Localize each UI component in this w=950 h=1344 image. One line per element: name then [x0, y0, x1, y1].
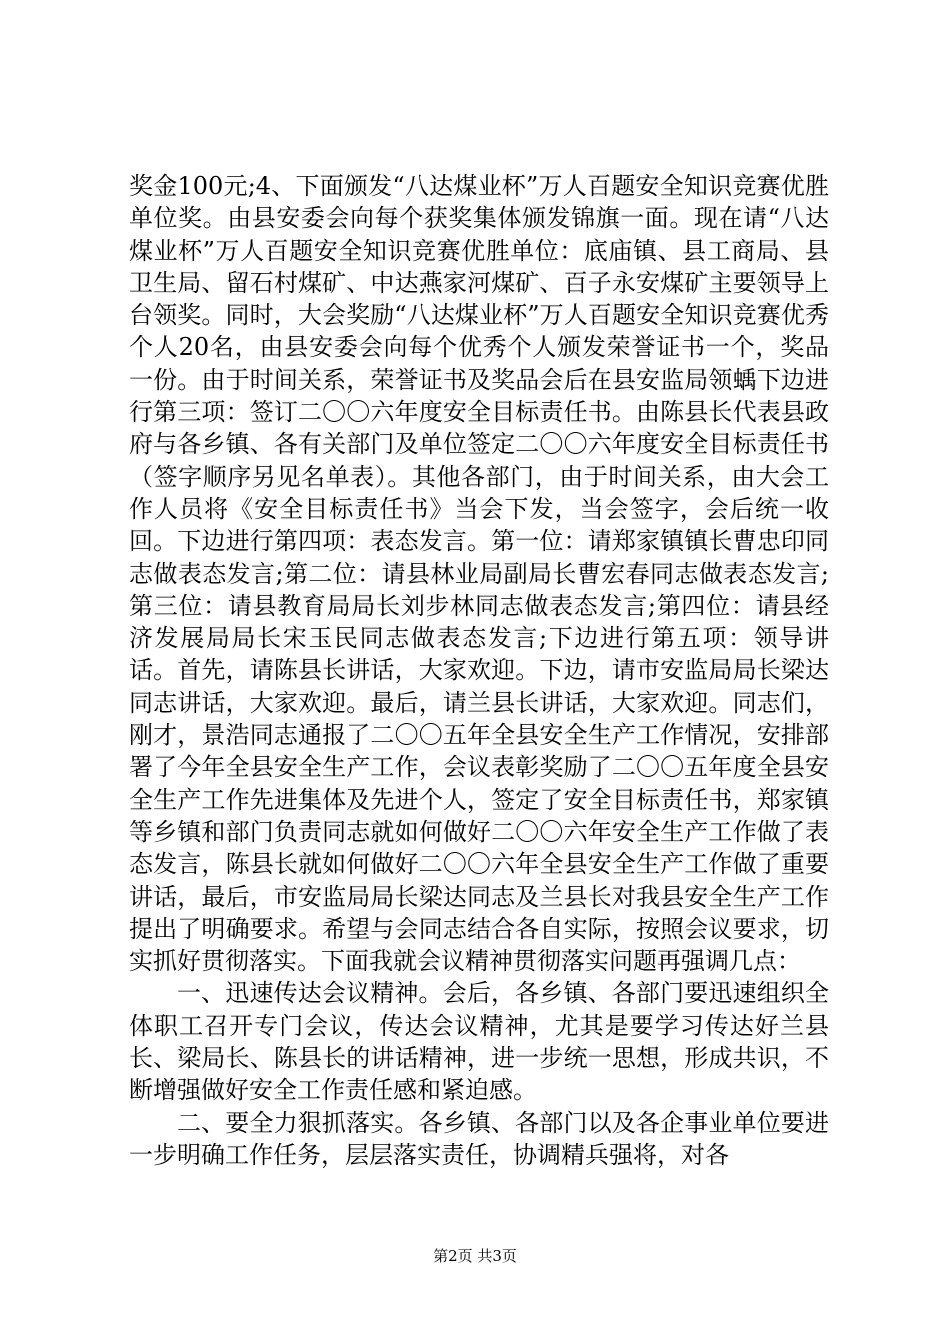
page-number-label: 第2页 共3页 — [433, 1247, 517, 1265]
page-footer — [0, 1246, 950, 1266]
paragraph-continued: 奖金100元;4、下面颁发“八达煤业杯”万人百题安全知识竞赛优胜单位奖。由县安委会向每个获奖集体颁发锦旗一面。现在请“八达煤业杯”万人百题安全知识竞赛优胜单位：底庙镇、县工商局、县卫生局、留石村煤矿、中达燕家河煤矿、百子永安煤矿主要领导上台领奖。同时，大会奖励“八达煤业杯”万人百题安全知识竞赛优秀个人20名，由县安委会向每个优秀个人颁发荣誉证书一个，奖品一份。由于时间关系，荣誉证书及奖品会后在县安监局领蝺下边进行第三项：签订二〇〇六年度安全目标责任书。由陈县长代表县政府与各乡镇、各有关部门及单位签定二〇〇六年度安全目标责任书（签字顺序另见名单表）。其他各部门，由于时间关系，由大会工作人员将《安全目标责任书》当会下发，当会签字，会后统一收回。下边进行第四项：表态发言。第一位：请郑家镇镇长曹忠印同志做表态发言;第二位：请县林业局副局长曹宏春同志做表态发言;第三位：请县教育局局长刘步林同志做表态发言;第四位：请县经济发展局局长宋玉民同志做表态发言;下边进行第五项：领导讲话。首先，请陈县长讲话，大家欢迎。下边，请市安监局局长梁达同志讲话，大家欢迎。最后，请兰县长讲话，大家欢迎。同志们，刚才，景浩同志通报了二〇〇五年全县安全生产工作情况，安排部署了今年全县安全生产工作，会议表彰奖励了二〇〇五年度全县安全生产工作先进集体及先进个人，签定了安全目标责任书，郑家镇等乡镇和部门负责同志就如何做好二〇〇六年安全生产工作做了表态发言，陈县长就如何做好二〇〇六年全县安全生产工作做了重要讲话，最后，市安监局局长梁达同志及兰县长对我县安全生产工作提出了明确要求。希望与会同志结合各自实际，按照会议要求，切实抓好贯彻落实。下面我就会议精神贯彻落实问题再强调几点： — [129, 172, 829, 976]
paragraph-item-one: 一、迅速传达会议精神。会后，各乡镇、各部门要迅速组织全体职工召开专门会议，传达会议精神，尤其是要学习传达好兰县长、梁局长、陈县长的讲话精神，进一步统一思想，形成共识，不断增强做好安全工作责任感和紧迫感。 — [129, 979, 829, 1105]
paragraph-item-two: 二、要全力狠抓落实。各乡镇、各部门以及各企事业单位要进一步明确工作任务，层层落实责任，协调精兵强将，对各 — [129, 1108, 829, 1169]
document-body — [129, 170, 829, 1171]
